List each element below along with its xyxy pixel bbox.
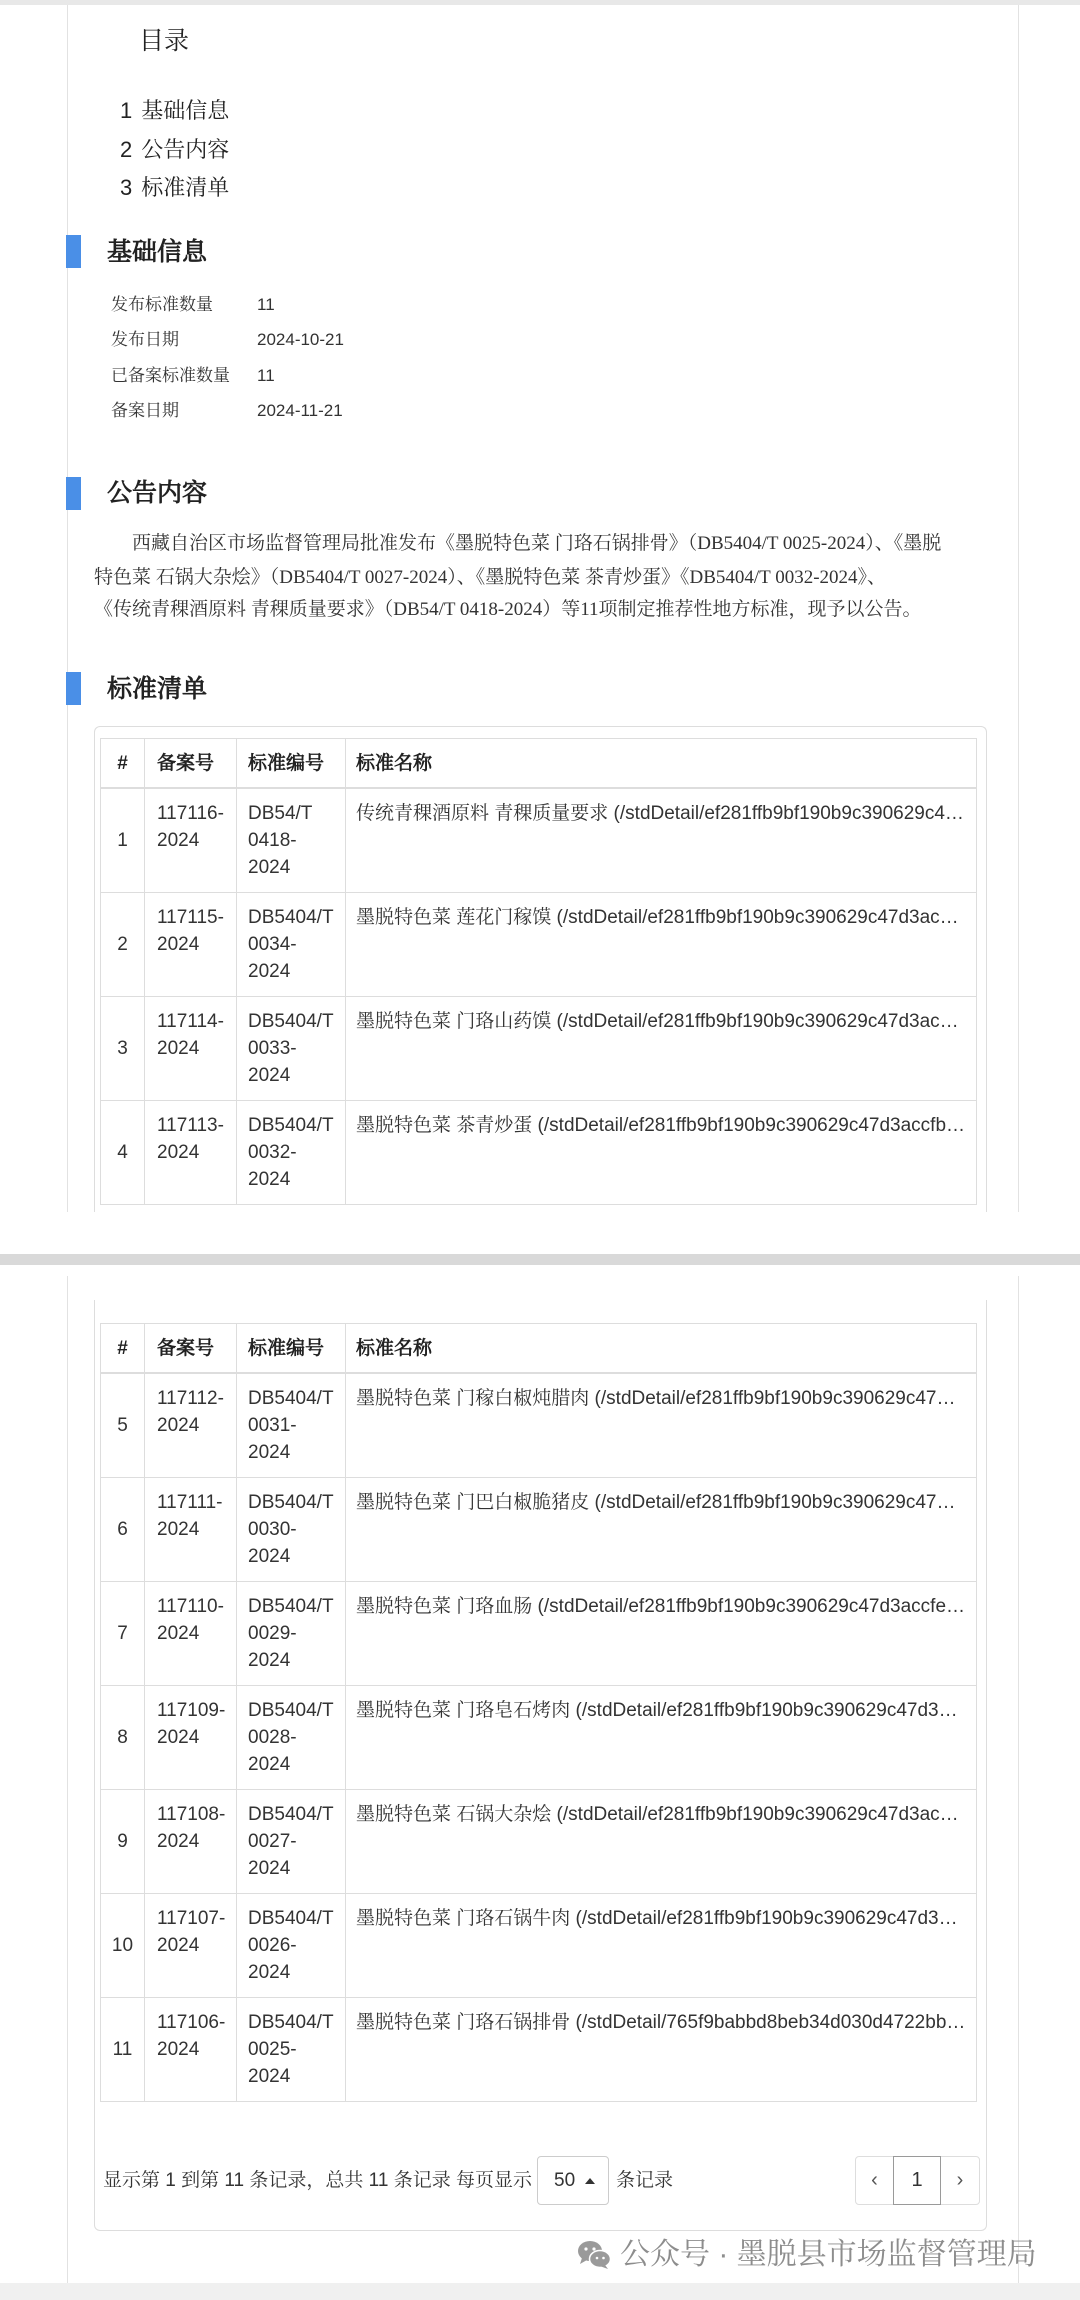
standard-code: DB5404/T 0030-2024 [236, 1478, 345, 1581]
column-header-standard-name: 标准名称 [345, 1324, 976, 1372]
info-label-publish-date: 发布日期 [111, 330, 179, 349]
panel-left-border [67, 1276, 68, 2283]
row-number: 8 [100, 1686, 144, 1789]
column-header-standard-name: 标准名称 [345, 739, 976, 787]
page-number: 1 [911, 2169, 923, 2191]
toc-item-label: 基础信息 [141, 98, 230, 123]
row-number: 7 [100, 1582, 144, 1685]
section-title-basic-info: 基础信息 [107, 238, 208, 266]
pagination-suffix: 条记录 [616, 2170, 674, 2191]
panel-left-border [67, 5, 68, 1212]
standards-table [100, 1323, 977, 2102]
panel-right-border [1018, 5, 1019, 1212]
record-number: 117115-2024 [144, 893, 236, 996]
info-label-filed-count: 已备案标准数量 [111, 366, 230, 385]
standard-code: DB5404/T 0034-2024 [236, 893, 345, 996]
bottom-edge-band [0, 2283, 1080, 2300]
table-row [100, 1374, 977, 1478]
row-number: 2 [100, 893, 144, 996]
toc-item-basic-info[interactable] [120, 96, 229, 126]
record-number: 117114-2024 [144, 997, 236, 1100]
record-number: 117113-2024 [144, 1101, 236, 1204]
table-row [100, 1101, 977, 1205]
row-number: 5 [100, 1374, 144, 1477]
row-number: 4 [100, 1101, 144, 1204]
record-number: 117112-2024 [144, 1374, 236, 1477]
standard-name: 墨脱特色菜 门珞石锅牛肉 (/stdDetail/ef281ffb9bf190b9c390629c47d3… [345, 1894, 976, 1997]
table-row [100, 1894, 977, 1998]
column-header-record-number: 备案号 [144, 739, 236, 787]
section-accent-bar [66, 672, 81, 705]
announcement-text-line: 特色菜 石锅大杂烩》（DB5404/T 0027-2024）、《墨脱特色菜 茶青炒蛋》《DB5404/T 0032-2024》、 [94, 567, 887, 588]
toc-item-label: 公告内容 [141, 137, 230, 162]
table-row [100, 1478, 977, 1582]
standard-name: 墨脱特色菜 门珞山药馍 (/stdDetail/ef281ffb9bf190b9c390629c47d3ac… [345, 997, 976, 1100]
announcement-text-line: 西藏自治区市场监督管理局批准发布《墨脱特色菜 门珞石锅排骨》（DB5404/T 0025-2024）、《墨脱 [132, 533, 942, 554]
toc-item-number: 2 [120, 137, 133, 162]
announcement-text-line: 《传统青稞酒原料 青稞质量要求》（DB54/T 0418-2024）等11项制定推荐性地方标准，现予以公告。 [94, 599, 922, 620]
page-size-select[interactable] [537, 2156, 609, 2205]
standard-code: DB5404/T 0025-2024 [236, 1998, 345, 2101]
table-header-row [100, 739, 977, 789]
standard-code: DB54/T 0418-2024 [236, 789, 345, 892]
info-label-filing-date: 备案日期 [111, 401, 179, 420]
prev-page-button[interactable] [855, 2156, 894, 2205]
row-number: 9 [100, 1790, 144, 1893]
standard-name: 墨脱特色菜 门珞血肠 (/stdDetail/ef281ffb9bf190b9c390629c47d3accfe… [345, 1582, 976, 1685]
table-row [100, 1790, 977, 1894]
chevron-left-icon: ‹ [871, 2169, 878, 2191]
table-body [100, 789, 977, 1205]
toc-title: 目录 [139, 27, 190, 55]
record-number: 117108-2024 [144, 1790, 236, 1893]
info-value-published-count: 11 [257, 295, 275, 314]
caret-up-icon [585, 2178, 595, 2184]
screenshot-divider [0, 1254, 1080, 1265]
standard-name: 墨脱特色菜 门珞皂石烤肉 (/stdDetail/ef281ffb9bf190b9c390629c47d3… [345, 1686, 976, 1789]
standard-name: 传统青稞酒原料 青稞质量要求 (/stdDetail/ef281ffb9bf190b9c390629c4… [345, 789, 976, 892]
section-accent-bar [66, 235, 81, 268]
table-row [100, 789, 977, 893]
top-edge-band [0, 0, 1080, 5]
standard-name: 墨脱特色菜 门稼白椒炖腊肉 (/stdDetail/ef281ffb9bf190b9c390629c47d… [345, 1374, 976, 1477]
record-number: 117116-2024 [144, 789, 236, 892]
standard-code: DB5404/T 0028-2024 [236, 1686, 345, 1789]
table-row [100, 1686, 977, 1790]
column-header-number: # [100, 739, 144, 787]
row-number: 3 [100, 997, 144, 1100]
page-1-button[interactable] [893, 2156, 941, 2205]
page-size-value: 50 [554, 2169, 576, 2191]
row-number: 6 [100, 1478, 144, 1581]
column-header-standard-code: 标准编号 [236, 739, 345, 787]
toc-item-number: 3 [120, 175, 133, 200]
standard-name: 墨脱特色菜 莲花门稼馍 (/stdDetail/ef281ffb9bf190b9c390629c47d3ac… [345, 893, 976, 996]
watermark-text: 公众号 · 墨脱县市场监督管理局 [620, 2238, 1037, 2271]
table-row [100, 1582, 977, 1686]
record-number: 117106-2024 [144, 1998, 236, 2101]
pagination-summary: 显示第 1 到第 11 条记录，总共 11 条记录 每页显示 [103, 2170, 532, 2191]
info-value-publish-date: 2024-10-21 [257, 330, 344, 349]
standard-code: DB5404/T 0032-2024 [236, 1101, 345, 1204]
standard-code: DB5404/T 0033-2024 [236, 997, 345, 1100]
record-number: 117110-2024 [144, 1582, 236, 1685]
table-row [100, 1998, 977, 2102]
table-body [100, 1374, 977, 2102]
standards-table [100, 738, 977, 1205]
row-number: 1 [100, 789, 144, 892]
standard-name: 墨脱特色菜 茶青炒蛋 (/stdDetail/ef281ffb9bf190b9c390629c47d3accfb… [345, 1101, 976, 1204]
chevron-right-icon: › [956, 2169, 964, 2191]
column-header-number: # [100, 1324, 144, 1372]
table-row [100, 997, 977, 1101]
info-value-filed-count: 11 [257, 366, 275, 385]
section-title-standards-list: 标准清单 [107, 675, 208, 703]
row-number: 10 [100, 1894, 144, 1997]
toc-item-number: 1 [120, 98, 133, 123]
section-accent-bar [66, 477, 81, 510]
record-number: 117107-2024 [144, 1894, 236, 1997]
next-page-button[interactable] [940, 2156, 980, 2205]
standard-name: 墨脱特色菜 门巴白椒脆猪皮 (/stdDetail/ef281ffb9bf190b9c390629c47d… [345, 1478, 976, 1581]
column-header-standard-code: 标准编号 [236, 1324, 345, 1372]
toc-item-announcement[interactable] [120, 135, 229, 165]
record-number: 117109-2024 [144, 1686, 236, 1789]
standard-code: DB5404/T 0026-2024 [236, 1894, 345, 1997]
toc-item-standards-list[interactable] [120, 173, 229, 203]
wechat-icon [577, 2240, 611, 2270]
section-title-announcement: 公告内容 [107, 479, 208, 507]
record-number: 117111-2024 [144, 1478, 236, 1581]
panel-right-border [1018, 1276, 1019, 2283]
row-number: 11 [100, 1998, 144, 2101]
table-row [100, 893, 977, 997]
info-label-published-count: 发布标准数量 [111, 295, 213, 314]
table-header-row [100, 1324, 977, 1374]
standard-code: DB5404/T 0031-2024 [236, 1374, 345, 1477]
standard-name: 墨脱特色菜 石锅大杂烩 (/stdDetail/ef281ffb9bf190b9c390629c47d3ac… [345, 1790, 976, 1893]
standard-code: DB5404/T 0027-2024 [236, 1790, 345, 1893]
toc-item-label: 标准清单 [141, 175, 230, 200]
info-value-filing-date: 2024-11-21 [257, 401, 343, 420]
column-header-record-number: 备案号 [144, 1324, 236, 1372]
standard-code: DB5404/T 0029-2024 [236, 1582, 345, 1685]
standard-name: 墨脱特色菜 门珞石锅排骨 (/stdDetail/765f9babbd8beb34d030d4722bb… [345, 1998, 976, 2101]
